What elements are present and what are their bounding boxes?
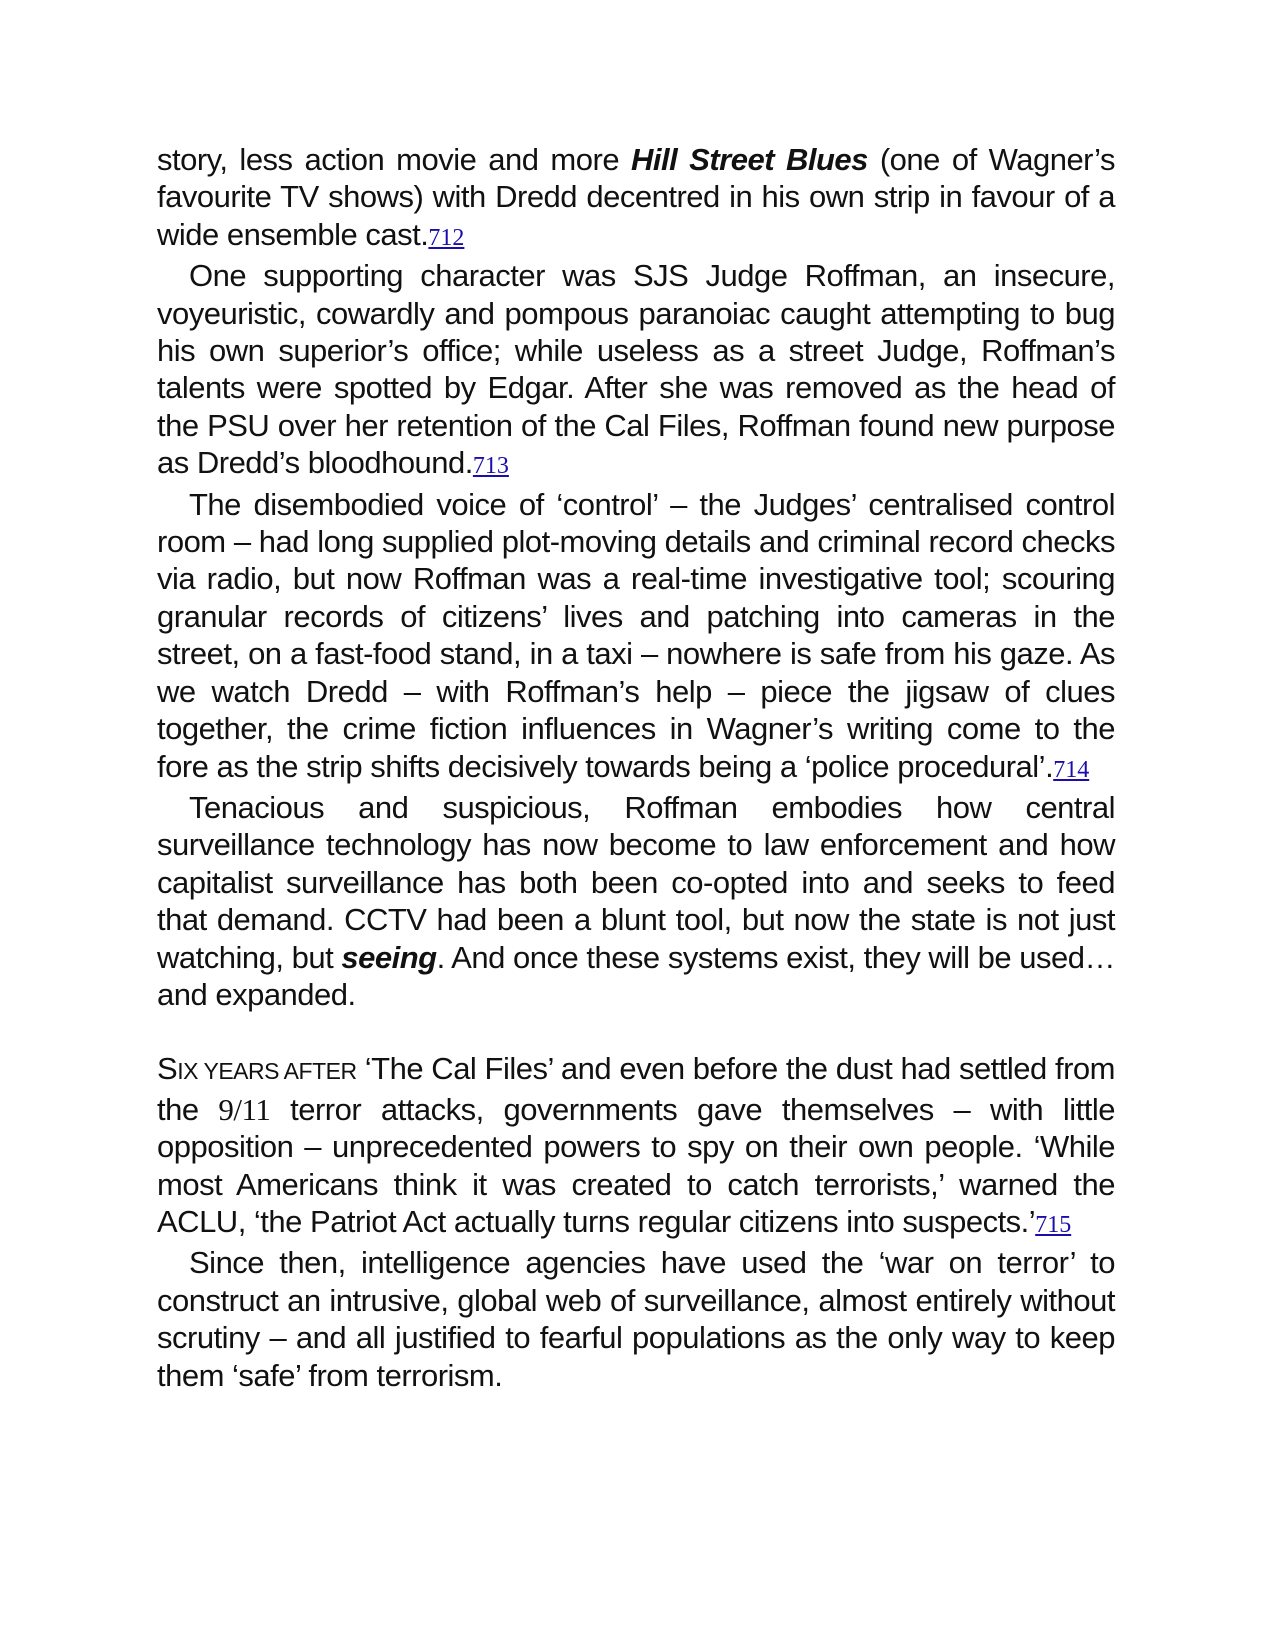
paragraph-text: ‘The Cal Files’ and even before the dust had settled from the — [157, 1051, 1115, 1127]
paragraph-text: (one of Wagner’s favourite TV shows) with Dredd decentred in his own strip in favour of a wide ensemble cast. — [157, 142, 1115, 252]
paragraph-1 — [157, 141, 1115, 257]
emphasized-word: seeing — [341, 939, 437, 975]
paragraph-4 — [157, 789, 1115, 1013]
date-number: 9/11 — [218, 1091, 271, 1127]
paragraph-text: Tenacious and suspicious, Roffman embodies how central surveillance technology has now become to law enforcement and how capitalist surveillance has both been co-opted into and seeks to feed that demand. CCTV had been a blunt tool, but now the state is not just watching, but — [157, 789, 1115, 975]
small-caps-initial: S — [157, 1051, 178, 1087]
footnote-link-712[interactable]: 712 — [428, 224, 465, 251]
paragraph-3 — [157, 486, 1115, 789]
footnote-link-713[interactable]: 713 — [472, 453, 509, 480]
document-page — [157, 141, 1115, 1394]
paragraph-2 — [157, 257, 1115, 485]
paragraph-text: . And once these systems exist, they will be used… and expanded. — [157, 939, 1115, 1012]
paragraph-text: One supporting character was SJS Judge Roffman, an insecure, voyeuristic, cowardly and pompous paranoiac caught attempting to bug his own superior’s office; while useless as a street Judge, Roffman’s talents were spotted by Edgar. After she was removed as the head of the PSU over her retention of the Cal Files, Roffman found new purpose as Dredd’s bloodhound. — [157, 258, 1115, 481]
paragraph-text: The disembodied voice of ‘control’ – the Judges’ centralised control room – had long supplied plot-moving details and criminal record checks via radio, but now Roffman was a real-time investigative tool; scouring granular records of citizens’ lives and patching into cameras in the street, on a fast-food stand, in a taxi – nowhere is safe from his gaze. As we watch Dredd – with Roffman’s help – piece the jigsaw of clues together, the crime fiction influences in Wagner’s writing come to the fore as the strip shifts decisively towards being a ‘police procedural’. — [157, 486, 1115, 784]
footnote-link-714[interactable]: 714 — [1053, 756, 1090, 783]
small-caps-lead-in: IX YEARS AFTER — [177, 1058, 357, 1085]
footnote-link-715[interactable]: 715 — [1035, 1211, 1072, 1238]
paragraph-text: story, less action movie and more — [157, 142, 632, 177]
emphasized-title: Hill Street Blues — [631, 142, 868, 177]
paragraph-5 — [157, 1050, 1115, 1244]
paragraph-text: Since then, intelligence agencies have used the ‘war on terror’ to construct an intrusive, global web of surveillance, almost entirely without scrutiny – and all justified to fearful populations as the only way to keep them ‘safe’ from terrorism. — [157, 1245, 1115, 1393]
paragraph-text: terror attacks, governments gave themselves – with little opposition – unprecedented powers to spy on their own people. ‘While most Americans think it was created to catch terrorists,’ warned the ACLU, ‘the Patriot Act actually turns regular citizens into suspects.’ — [157, 1091, 1115, 1239]
section-break — [157, 1013, 1115, 1050]
paragraph-6 — [157, 1244, 1115, 1394]
